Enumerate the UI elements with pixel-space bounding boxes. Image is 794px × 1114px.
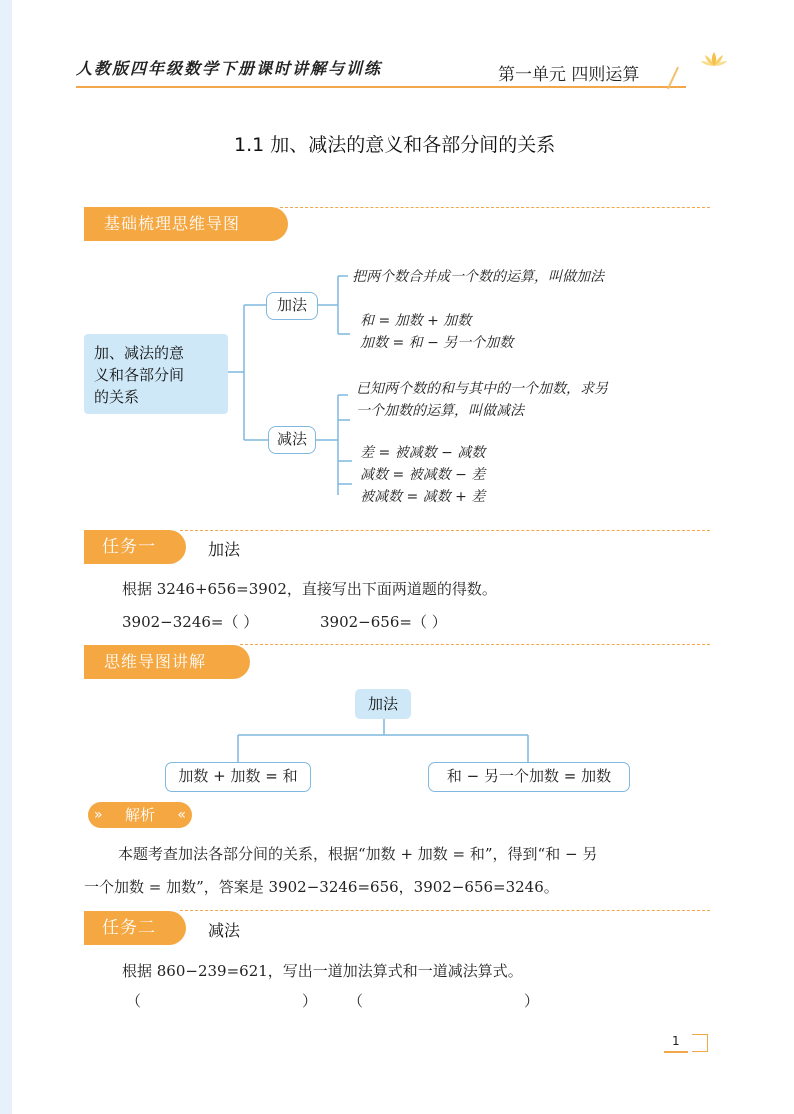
root-line-2: 义和各部分间 [94, 366, 185, 384]
explain-left-node: 加数 + 加数 = 和 [165, 762, 311, 792]
book-title: 人教版四年级数学下册课时讲解与训练 [76, 59, 383, 78]
task1-blank-1: 3902−3246=（ ） [122, 613, 259, 631]
explain-section-label: 思维导图讲解 [84, 645, 250, 679]
task1-label: 任务一 [84, 530, 186, 564]
subtraction-definition-1: 已知两个数的和与其中的一个加数，求另 [356, 381, 608, 397]
task2-label: 任务二 [84, 911, 186, 945]
analysis-line-1: 本题考查加法各部分间的关系，根据“加数 + 加数 = 和”，得到“和 − 另 [118, 845, 598, 863]
left-arrows-icon: » [94, 807, 103, 823]
dashed-divider [180, 910, 710, 911]
unit-title: 第一单元 四则运算 [498, 65, 640, 85]
subtraction-definition-2: 一个加数的运算，叫做减法 [356, 403, 524, 419]
analysis-line-2: 一个加数 = 加数”，答案是 3902−3246=656，3902−656=3246。 [84, 878, 559, 896]
task2-topic: 减法 [208, 921, 241, 940]
subtraction-node: 减法 [268, 426, 316, 454]
task2-blank-1-open: （ [126, 992, 142, 1010]
addition-node: 加法 [266, 292, 318, 320]
task1-blank-2: 3902−656=（ ） [320, 613, 447, 631]
root-line-1: 加、减法的意 [94, 344, 185, 362]
analysis-label-text: 解析 [124, 806, 155, 824]
explain-right-node: 和 − 另一个加数 = 加数 [428, 762, 630, 792]
explain-top-node: 加法 [355, 689, 411, 719]
task2-question: 根据 860−239=621，写出一道加法算式和一道减法算式。 [122, 962, 523, 980]
task1-topic: 加法 [208, 540, 241, 559]
right-arrows-icon: « [177, 807, 186, 823]
subtraction-formula-2: 减数 = 被减数 − 差 [360, 467, 486, 483]
mindmap-section-label: 基础梳理思维导图 [84, 207, 288, 241]
task2-blank-1-close: ） [302, 992, 318, 1010]
subtraction-formula-3: 被减数 = 减数 + 差 [360, 489, 486, 505]
addition-formula-1: 和 = 加数 + 加数 [360, 313, 472, 329]
addition-formula-2: 加数 = 和 − 另一个加数 [360, 335, 514, 351]
addition-definition: 把两个数合并成一个数的运算，叫做加法 [352, 269, 604, 285]
page-corner-decoration [692, 1034, 708, 1052]
section-title: 1.1 加、减法的意义和各部分间的关系 [234, 134, 556, 156]
task2-blank-2-open: （ [348, 992, 364, 1010]
task2-blank-2-close: ） [524, 992, 540, 1010]
root-line-3: 的关系 [94, 388, 140, 406]
subtraction-formula-1: 差 = 被减数 − 减数 [360, 445, 486, 461]
analysis-label [88, 802, 192, 828]
page-number-underline [664, 1051, 688, 1053]
page-number: 1 [672, 1034, 680, 1048]
task1-question: 根据 3246+656=3902，直接写出下面两道题的得数。 [122, 580, 497, 598]
